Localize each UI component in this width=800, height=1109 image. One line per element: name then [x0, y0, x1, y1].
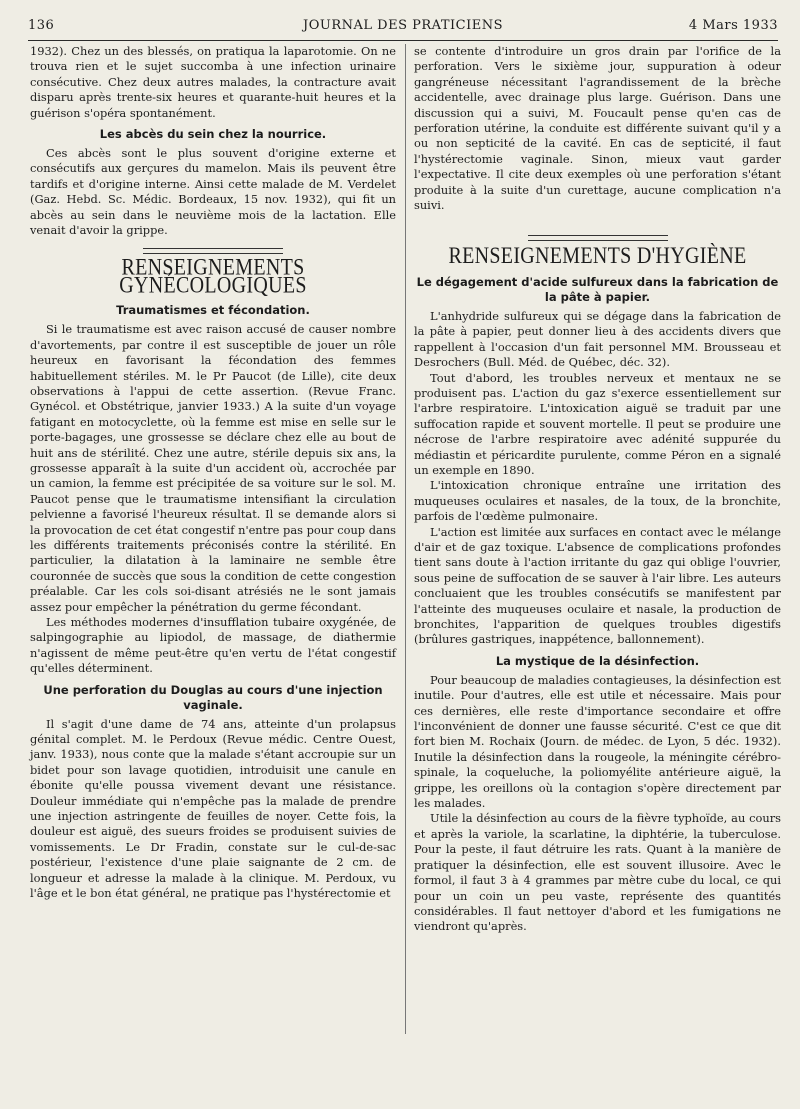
- article-heading: Le dégagement d'acide sulfureux dans la fabrication de la pâte à papier.: [416, 274, 779, 304]
- journal-title: JOURNAL DES PRATICIENS: [303, 18, 503, 33]
- paragraph: L'intoxication chronique entraîne une irritation des muqueuses oculaires et nasales, de la toux, de la bronchite, parfois de l'œdème pulmonaire.: [414, 478, 781, 524]
- column-divider: [405, 44, 406, 1034]
- article-heading: Traumatismes et fécondation.: [116, 303, 310, 318]
- paragraph: Tout d'abord, les troubles nerveux et mentaux ne se produisent pas. L'action du gaz s'exerce essentiellement sur l'arbre respiratoire. L'intoxication aiguë se traduit par une suffocation rapide et souvent mortelle. Il peut se produire une nécrose de l'arbre respiratoire avec adénité suppurée du médiastin et péricardite purulente, comme Péron en a signalé un exemple en 1890.: [414, 370, 781, 477]
- section-title: RENSEIGNEMENTS GYNÉCOLOGIQUES: [119, 254, 307, 300]
- paragraph: L'anhydride sulfureux qui se dégage dans la fabrication de la pâte à papier, peut donner lieu à des accidents divers que rappellent à l'occasion d'un fait personnel MM. Brousseau et Desrochers (Bull. Méd. de Québec, déc. 32).: [414, 308, 781, 370]
- paragraph: Les méthodes modernes d'insufflation tubaire oxygénée, de salpingographie au lipiodol, de massage, de diathermie n'agissent de même peut-être qu'en vertu de l'état congestif qu'elles déterminent.: [30, 615, 396, 676]
- page-number: 136: [28, 18, 55, 33]
- left-column: [30, 44, 396, 902]
- paragraph: Si le traumatisme est avec raison accusé de causer nombre d'avortements, par contre il est susceptible de jouer un rôle heureux en favorisant la fécondation des femmes habituellement stériles. M. le Pr Paucot (de Lille), cite deux observations à l'appui de cette assertion. (Revue Franc. Gynécol. et Obstétrique, janvier 1933.) A la suite d'un voyage fatigant en motocyclette, où la femme est mise en selle sur le porte-bagages, une grossesse se déclare chez elle au bout de huit ans de stérilité. Chez une autre, stérile depuis six ans, la grossesse apparaît à la suite d'un accident où, accrochée par un camion, la femme est précipitée de sa voiture sur le sol. M. Paucot pense que le traumatisme intensifiant la circulation pelvienne a favorisé l'heureux résultat. Il se demande alors si la provocation de cet état congestif n'entre pas pour coup dans les différents traitements préconisés contre la stérilité. En particulier, la dilatation à la laminaire ne semble être couronnée de succès que sous la condition de cette congestion préalable. Car les cols soi-disant atrésiés ne le sont jamais assez pour empêcher la pénétration du germe fécondant.: [30, 322, 396, 614]
- article-heading: Une perforation du Douglas au cours d'une injection vaginale.: [43, 682, 383, 712]
- article-heading: Les abcès du sein chez la nourrice.: [99, 127, 327, 142]
- article-heading: La mystique de la désinfection.: [495, 653, 700, 668]
- running-header: [28, 14, 778, 41]
- paragraph: Ces abcès sont le plus souvent d'origine externe et consécutifs aux gerçures du mamelon. Mais ils peuvent être tardifs et d'origine interne. Ainsi cette malade de M. Verdelet (Gaz. Hebd. Sc. Médic. Bordeaux, 15 nov. 1932), qui fit un abcès au sein dans le neuvième mois de la lactation. Elle venait d'avoir la grippe.: [30, 146, 396, 238]
- paragraph: Pour beaucoup de maladies contagieuses, la désinfection est inutile. Pour d'autres, elle est utile et nécessaire. Mais pour ces dernières, elle reste d'importance secondaire et offre l'inconvénient de donner une fausse sécurité. C'est ce que dit fort bien M. Rochaix (Journ. de médec. de Lyon, 5 déc. 1932). Inutile la désinfection dans la rougeole, la méningite cérébro-spinale, la coqueluche, la poliomyélite antérieure aiguë, la grippe, les oreillons où la contagion s'opère directement par les malades.: [414, 672, 782, 811]
- paragraph: Utile la désinfection au cours de la fièvre typhoïde, au cours et après la variole, la scarlatine, la diphtérie, la tuberculose. Pour la peste, il faut détruire les rats. Quant à la manière de pratiquer la désinfection, elle est souvent illusoire. Avec le formol, il faut 3 à 4 grammes par mètre cube du local, ce qui pour un coin un peu vaste, représente des quantités considérables. Il faut nettoyer d'abord et les fumigations ne viendront qu'après.: [414, 811, 781, 934]
- paragraph: Il s'agit d'une dame de 74 ans, atteinte d'un prolapsus génital complet. M. le Perdoux (Revue médic. Centre Ouest, janv. 1933), nous conte que la malade s'étant accroupie sur un bidet pour son lavage quotidien, introduisit une canule en ébonite qu'elle poussa vivement devant une résistance. Douleur immédiate qui n'empêche pas la malade de prendre une injection astringente de feuilles de noyer. Cette fois, la douleur est aiguë, des sueurs froides se produisent suivies de vomissements. Le Dr Fradin, constate sur le cul-de-sac postérieur, l'existence d'une plaie saignante de 2 cm. de longueur et adresse la malade à la clinique. M. Perdoux, vu l'âge et le bon état général, ne pratique pas l'hystérectomie et: [30, 716, 396, 901]
- section-title: RENSEIGNEMENTS D'HYGIÈNE: [448, 243, 747, 270]
- paragraph: se contente d'introduire un gros drain par l'orifice de la perforation. Vers le sixième jour, suppuration à odeur gangréneuse nécessitant l'agrandissement de la brèche accidentelle, avec drainage plus large. Guérison. Dans une discussion qui a suivi, M. Foucault pense qu'en cas de perforation utérine, la conduite est différente suivant qu'il y a ou non septicité de la cavité. En cas de septicité, il faut l'hystérectomie vaginale. Sinon, mieux vaut garder l'expectative. Il cite deux exemples où une perforation s'étant produite à la suite d'un curettage, aucune complication n'a suivi.: [414, 44, 781, 213]
- section-rule: [528, 235, 668, 241]
- right-column: [414, 44, 781, 935]
- issue-date: 4 Mars 1933: [688, 18, 778, 33]
- paragraph: 1932). Chez un des blessés, on pratiqua la laparotomie. On ne trouva rien et le sujet succomba à une infection urinaire consécutive. Chez deux autres malades, la contracture avait disparu après trente-six heures et quarante-huit heures et la guérison s'opéra spontanément.: [30, 44, 396, 120]
- paragraph: L'action est limitée aux surfaces en contact avec le mélange d'air et de gaz toxique. L'absence de complications profondes tient sans doute à l'action irritante du gaz qui oblige l'ouvrier, sous peine de suffocation de se sauver à l'air libre. Les auteurs concluaient que les troubles consécutifs se manifestent par l'atteinte des muqueuses oculaire et nasale, la production de bronchites, l'apparition de quelques troubles digestifs (brûlures gastriques, inappétence, ballonnement).: [414, 524, 781, 647]
